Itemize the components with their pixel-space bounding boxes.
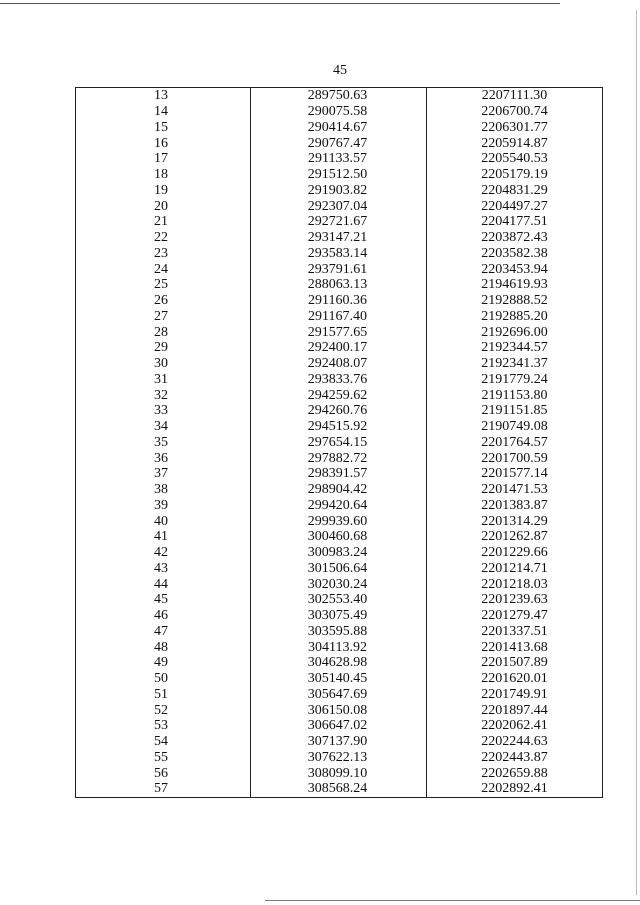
point-number-cell: 55: [76, 750, 251, 766]
y-coordinate-cell: 2191151.85: [427, 403, 603, 419]
coordinates-table-body: [76, 88, 603, 798]
y-coordinate-cell: 2205914.87: [427, 135, 603, 151]
table-row: [76, 718, 603, 734]
point-number-cell: 56: [76, 765, 251, 781]
y-coordinate-cell: 2205179.19: [427, 167, 603, 183]
y-coordinate-cell: 2190749.08: [427, 419, 603, 435]
y-coordinate-cell: 2201413.68: [427, 639, 603, 655]
table-row: [76, 261, 603, 277]
y-coordinate-cell: 2201700.59: [427, 450, 603, 466]
y-coordinate-cell: 2201507.89: [427, 655, 603, 671]
table-row: [76, 387, 603, 403]
y-coordinate-cell: 2192344.57: [427, 340, 603, 356]
x-coordinate-cell: 304628.98: [251, 655, 427, 671]
y-coordinate-cell: 2201279.47: [427, 608, 603, 624]
point-number-cell: 35: [76, 435, 251, 451]
scan-top-rule: [0, 3, 560, 4]
point-number-cell: 36: [76, 450, 251, 466]
y-coordinate-cell: 2201239.63: [427, 592, 603, 608]
point-number-cell: 31: [76, 372, 251, 388]
x-coordinate-cell: 292408.07: [251, 356, 427, 372]
y-coordinate-cell: 2204177.51: [427, 214, 603, 230]
x-coordinate-cell: 294515.92: [251, 419, 427, 435]
table-row: [76, 576, 603, 592]
point-number-cell: 44: [76, 576, 251, 592]
point-number-cell: 34: [76, 419, 251, 435]
table-row: [76, 419, 603, 435]
point-number-cell: 24: [76, 261, 251, 277]
table-row: [76, 482, 603, 498]
y-coordinate-cell: 2201471.53: [427, 482, 603, 498]
x-coordinate-cell: 302030.24: [251, 576, 427, 592]
table-row: [76, 277, 603, 293]
x-coordinate-cell: 297654.15: [251, 435, 427, 451]
x-coordinate-cell: 290767.47: [251, 135, 427, 151]
x-coordinate-cell: 290414.67: [251, 120, 427, 136]
table-row: [76, 765, 603, 781]
x-coordinate-cell: 300983.24: [251, 545, 427, 561]
point-number-cell: 17: [76, 151, 251, 167]
table-row: [76, 435, 603, 451]
table-row: [76, 246, 603, 262]
table-row: [76, 198, 603, 214]
point-number-cell: 49: [76, 655, 251, 671]
x-coordinate-cell: 292721.67: [251, 214, 427, 230]
point-number-cell: 51: [76, 687, 251, 703]
point-number-cell: 46: [76, 608, 251, 624]
point-number-cell: 25: [76, 277, 251, 293]
y-coordinate-cell: 2202892.41: [427, 781, 603, 797]
y-coordinate-cell: 2194619.93: [427, 277, 603, 293]
y-coordinate-cell: 2203453.94: [427, 261, 603, 277]
y-coordinate-cell: 2201764.57: [427, 435, 603, 451]
x-coordinate-cell: 293791.61: [251, 261, 427, 277]
x-coordinate-cell: 298391.57: [251, 466, 427, 482]
x-coordinate-cell: 301506.64: [251, 561, 427, 577]
table-row: [76, 372, 603, 388]
point-number-cell: 57: [76, 781, 251, 797]
y-coordinate-cell: 2202443.87: [427, 750, 603, 766]
x-coordinate-cell: 298904.42: [251, 482, 427, 498]
point-number-cell: 20: [76, 198, 251, 214]
point-number-cell: 41: [76, 529, 251, 545]
y-coordinate-cell: 2201897.44: [427, 702, 603, 718]
x-coordinate-cell: 290075.58: [251, 104, 427, 120]
y-coordinate-cell: 2201262.87: [427, 529, 603, 545]
point-number-cell: 13: [76, 88, 251, 104]
table-row: [76, 545, 603, 561]
point-number-cell: 37: [76, 466, 251, 482]
page-number: 45: [333, 63, 347, 78]
y-coordinate-cell: 2206301.77: [427, 120, 603, 136]
point-number-cell: 42: [76, 545, 251, 561]
point-number-cell: 16: [76, 135, 251, 151]
table-row: [76, 702, 603, 718]
point-number-cell: 43: [76, 561, 251, 577]
x-coordinate-cell: 308568.24: [251, 781, 427, 797]
point-number-cell: 32: [76, 387, 251, 403]
x-coordinate-cell: 299420.64: [251, 498, 427, 514]
x-coordinate-cell: 297882.72: [251, 450, 427, 466]
point-number-cell: 52: [76, 702, 251, 718]
y-coordinate-cell: 2202659.88: [427, 765, 603, 781]
table-row: [76, 120, 603, 136]
table-row: [76, 88, 603, 104]
x-coordinate-cell: 304113.92: [251, 639, 427, 655]
x-coordinate-cell: 291577.65: [251, 324, 427, 340]
point-number-cell: 38: [76, 482, 251, 498]
x-coordinate-cell: 306150.08: [251, 702, 427, 718]
point-number-cell: 39: [76, 498, 251, 514]
y-coordinate-cell: 2201218.03: [427, 576, 603, 592]
table-row: [76, 450, 603, 466]
y-coordinate-cell: 2203582.38: [427, 246, 603, 262]
x-coordinate-cell: 294260.76: [251, 403, 427, 419]
x-coordinate-cell: 291133.57: [251, 151, 427, 167]
point-number-cell: 47: [76, 624, 251, 640]
point-number-cell: 18: [76, 167, 251, 183]
y-coordinate-cell: 2201577.14: [427, 466, 603, 482]
point-number-cell: 30: [76, 356, 251, 372]
point-number-cell: 26: [76, 293, 251, 309]
table-row: [76, 529, 603, 545]
table-row: [76, 498, 603, 514]
point-number-cell: 14: [76, 104, 251, 120]
point-number-cell: 22: [76, 230, 251, 246]
point-number-cell: 33: [76, 403, 251, 419]
table-row: [76, 356, 603, 372]
x-coordinate-cell: 307622.13: [251, 750, 427, 766]
y-coordinate-cell: 2191153.80: [427, 387, 603, 403]
x-coordinate-cell: 299939.60: [251, 513, 427, 529]
x-coordinate-cell: 291167.40: [251, 309, 427, 325]
point-number-cell: 40: [76, 513, 251, 529]
point-number-cell: 50: [76, 671, 251, 687]
y-coordinate-cell: 2203872.43: [427, 230, 603, 246]
table-row: [76, 734, 603, 750]
table-row: [76, 671, 603, 687]
point-number-cell: 54: [76, 734, 251, 750]
point-number-cell: 23: [76, 246, 251, 262]
coordinates-table: [75, 87, 603, 798]
table-row: [76, 639, 603, 655]
table-row: [76, 340, 603, 356]
y-coordinate-cell: 2201383.87: [427, 498, 603, 514]
point-number-cell: 15: [76, 120, 251, 136]
y-coordinate-cell: 2201314.29: [427, 513, 603, 529]
y-coordinate-cell: 2201214.71: [427, 561, 603, 577]
y-coordinate-cell: 2192885.20: [427, 309, 603, 325]
x-coordinate-cell: 289750.63: [251, 88, 427, 104]
table-row: [76, 151, 603, 167]
point-number-cell: 45: [76, 592, 251, 608]
y-coordinate-cell: 2201229.66: [427, 545, 603, 561]
y-coordinate-cell: 2202062.41: [427, 718, 603, 734]
table-row: [76, 403, 603, 419]
table-row: [76, 608, 603, 624]
table-row: [76, 293, 603, 309]
table-row: [76, 309, 603, 325]
y-coordinate-cell: 2192341.37: [427, 356, 603, 372]
x-coordinate-cell: 288063.13: [251, 277, 427, 293]
point-number-cell: 27: [76, 309, 251, 325]
x-coordinate-cell: 305647.69: [251, 687, 427, 703]
x-coordinate-cell: 291903.82: [251, 183, 427, 199]
point-number-cell: 28: [76, 324, 251, 340]
table-row: [76, 624, 603, 640]
table-row: [76, 214, 603, 230]
y-coordinate-cell: 2201749.91: [427, 687, 603, 703]
table-row: [76, 561, 603, 577]
point-number-cell: 48: [76, 639, 251, 655]
point-number-cell: 53: [76, 718, 251, 734]
x-coordinate-cell: 303595.88: [251, 624, 427, 640]
y-coordinate-cell: 2204831.29: [427, 183, 603, 199]
scan-right-edge: [636, 10, 637, 895]
table-row: [76, 183, 603, 199]
x-coordinate-cell: 291512.50: [251, 167, 427, 183]
scan-bottom-rule: [265, 900, 640, 901]
x-coordinate-cell: 293833.76: [251, 372, 427, 388]
point-number-cell: 21: [76, 214, 251, 230]
table-row: [76, 167, 603, 183]
y-coordinate-cell: 2202244.63: [427, 734, 603, 750]
x-coordinate-cell: 302553.40: [251, 592, 427, 608]
y-coordinate-cell: 2205540.53: [427, 151, 603, 167]
table-row: [76, 655, 603, 671]
x-coordinate-cell: 293147.21: [251, 230, 427, 246]
table-row: [76, 750, 603, 766]
x-coordinate-cell: 291160.36: [251, 293, 427, 309]
y-coordinate-cell: 2207111.30: [427, 88, 603, 104]
x-coordinate-cell: 308099.10: [251, 765, 427, 781]
x-coordinate-cell: 306647.02: [251, 718, 427, 734]
y-coordinate-cell: 2201337.51: [427, 624, 603, 640]
x-coordinate-cell: 292400.17: [251, 340, 427, 356]
table-row: [76, 466, 603, 482]
x-coordinate-cell: 294259.62: [251, 387, 427, 403]
table-row: [76, 135, 603, 151]
x-coordinate-cell: 307137.90: [251, 734, 427, 750]
x-coordinate-cell: 303075.49: [251, 608, 427, 624]
x-coordinate-cell: 300460.68: [251, 529, 427, 545]
point-number-cell: 29: [76, 340, 251, 356]
x-coordinate-cell: 305140.45: [251, 671, 427, 687]
table-row: [76, 687, 603, 703]
y-coordinate-cell: 2191779.24: [427, 372, 603, 388]
x-coordinate-cell: 293583.14: [251, 246, 427, 262]
y-coordinate-cell: 2192888.52: [427, 293, 603, 309]
table-row: [76, 592, 603, 608]
table-row: [76, 324, 603, 340]
table-row: [76, 104, 603, 120]
y-coordinate-cell: 2192696.00: [427, 324, 603, 340]
table-row: [76, 513, 603, 529]
table-row: [76, 781, 603, 797]
y-coordinate-cell: 2206700.74: [427, 104, 603, 120]
point-number-cell: 19: [76, 183, 251, 199]
y-coordinate-cell: 2204497.27: [427, 198, 603, 214]
y-coordinate-cell: 2201620.01: [427, 671, 603, 687]
table-row: [76, 230, 603, 246]
x-coordinate-cell: 292307.04: [251, 198, 427, 214]
